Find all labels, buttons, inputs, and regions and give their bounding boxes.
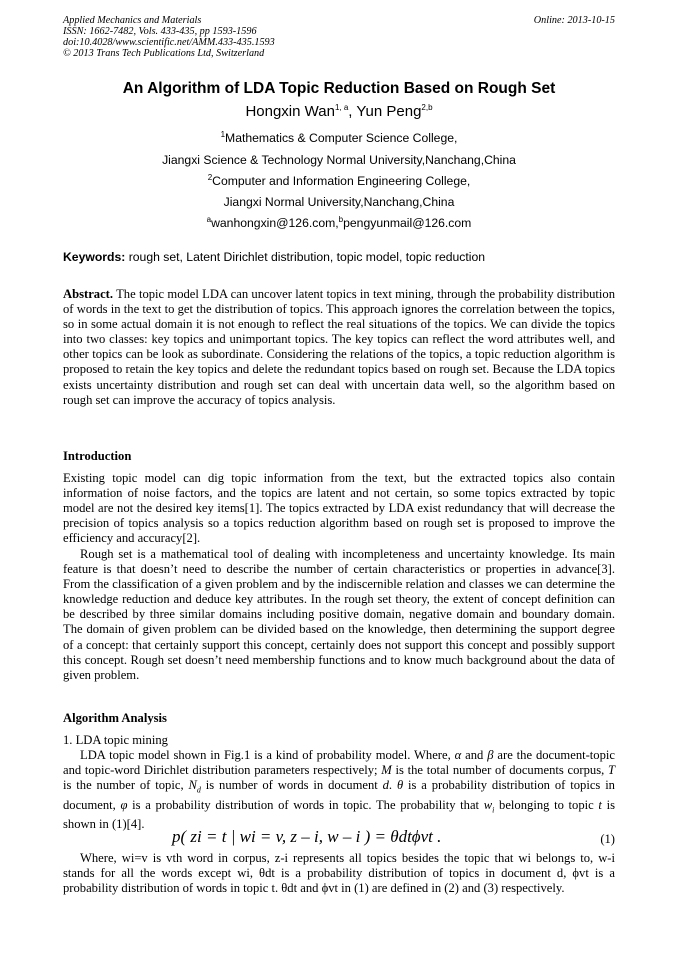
affiliation-2-line-1 xyxy=(0,174,678,188)
keywords-text: rough set, Latent Dirichlet distribution, topic model, topic reduction xyxy=(128,250,486,264)
email-b-sup: b xyxy=(338,214,344,224)
email-b: pengyunmail@126.com xyxy=(343,216,472,230)
intro-paragraph-2: Rough set is a mathematical tool of dealing with incompleteness and uncertainty knowledge. Its main feature is that doesn’t need to describe the number of certain characteristics or properties in advance[3]. From the classification of a given problem and by the indiscernible relation and classes we can determine the knowledge reduction and deduce key attributes. In the rough set theory, the extent of concept definition can be described by three similar domains including positive domain, negative domain and boundary domain. The domain of given problem can be divided based on the knowledge, then determining the support degree of a concept: that certainly support this concept, certainly does not support this concept and possibly support this concept. Rough set doesn’t need membership functions and to know much background about the data of given problem. xyxy=(63,547,615,682)
affiliation-1-line-2: Jiangxi Science & Technology Normal University,Nanchang,China xyxy=(162,153,516,167)
affiliation-2-line-2: Jiangxi Normal University,Nanchang,China xyxy=(223,195,455,209)
wi-subscript: i xyxy=(492,805,495,815)
topic-t-symbol: t xyxy=(598,797,602,812)
algorithm-paragraph-2: Where, wi=v is vth word in corpus, z-i represents all topics besides the topic that wi belongs to, w-i stands for all the words except wi, θdt is a probability distribution of topics in document d, ϕvt is a probability distribution of words in topic t. θdt and ϕvt in (1) are defined in (2) and (3) respectively. xyxy=(63,851,615,896)
aff1-sup: 1 xyxy=(220,129,226,139)
author-2-name: Yun Peng xyxy=(356,103,422,120)
p1-text-h: is a probability distribution of words in topic. The probability that xyxy=(127,797,484,812)
issn-line: ISSN: 1662-7482, Vols. 433-435, pp 1593-1596 xyxy=(63,26,257,37)
p1-text-a: LDA topic model shown in Fig.1 is a kind of probability model. Where, xyxy=(80,748,455,762)
p1-text-c: is the total number of documents corpus, xyxy=(391,763,608,778)
p1-text-b: are the document-topic and topic-word Dirichlet distribution parameters respectively; xyxy=(63,748,615,778)
email-a: wanhongxin@126.com, xyxy=(211,216,339,230)
subsection-lda: 1. LDA topic mining xyxy=(63,733,168,747)
d-symbol: d xyxy=(382,778,389,793)
aff2-line1-text: Computer and Information Engineering College, xyxy=(212,174,471,188)
author-1-sup: 1, a xyxy=(334,103,349,112)
author-separator: , xyxy=(348,103,357,120)
phi-symbol: φ xyxy=(120,797,128,812)
abstract xyxy=(63,287,615,408)
author-line xyxy=(0,103,678,120)
theta-symbol: θ xyxy=(396,778,404,793)
online-date: Online: 2013-10-15 xyxy=(533,15,615,26)
keywords-label: Keywords: xyxy=(63,250,126,264)
equation-1-number: (1) xyxy=(600,832,615,846)
algorithm-paragraph-1 xyxy=(63,748,615,833)
aff2-sup: 2 xyxy=(207,172,213,182)
equation-1: p( zi = t | wi = v, z – i, w – i ) = θdtϕvt . xyxy=(172,827,442,846)
affiliation-1-line-1 xyxy=(0,131,678,145)
p1-text-e: is number of words in document xyxy=(200,778,383,793)
alpha-symbol: α xyxy=(454,748,462,762)
wi-symbol: w xyxy=(483,797,493,812)
abstract-text: The topic model LDA can uncover latent topics in text mining, through the probability distribution of words in the text to get the distribution of topics. This approach ignores the correlation between the topics, so in some actual domain it is not enough to reflect the real situations of the topics. We can divide the topics into two classes: key topics and unimportant topics. The key topics can reflect the word attributes well, and other topics can be look as subordinate. Considering the relations of the topics, a topic reduction algorithm is proposed to retain the key topics and delete the redundant topics based on rough set. Because the LDA topics exists uncertainty distribution and rough set can deal with uncertain data well, so the algorithm based on rough set can improve the accuracy of topics analysis. xyxy=(63,287,615,407)
t-symbol: T xyxy=(607,763,615,778)
abstract-label: Abstract. xyxy=(63,287,114,301)
nd-subscript: d xyxy=(196,785,201,795)
email-a-sup: a xyxy=(206,214,212,224)
doi-line: doi:10.4028/www.scientific.net/AMM.433-435.1593 xyxy=(63,37,275,48)
p1-text-j: is shown in (1)[4]. xyxy=(63,797,615,832)
p1-text-d: is the number of topic, xyxy=(63,778,189,793)
email-line xyxy=(0,216,678,230)
keywords xyxy=(63,250,485,264)
journal-name: Applied Mechanics and Materials xyxy=(63,15,202,26)
copyright-line: © 2013 Trans Tech Publications Ltd, Switzerland xyxy=(63,48,265,59)
author-1-name: Hongxin Wan xyxy=(245,103,335,120)
p1-text-i: belonging to topic xyxy=(494,797,599,812)
paper-title: An Algorithm of LDA Topic Reduction Based on Rough Set xyxy=(122,80,556,97)
beta-symbol: β xyxy=(487,748,494,762)
p1-and: and xyxy=(461,748,488,762)
p1-text-g: is a probability distribution of topics in document, xyxy=(63,778,615,812)
m-symbol: M xyxy=(381,763,392,778)
algorithm-heading: Algorithm Analysis xyxy=(63,711,167,725)
p1-text-f: . xyxy=(388,778,397,793)
intro-paragraph-1: Existing topic model can dig topic information from the text, but the extracted topics also contain information of noise factors, and the topics are latent and not certain, so some topics extracted by topic model are not the desired key items[1]. The topics extracted by LDA exist redundancy that will decrease the precision of topics analysis so a topics reduction algorithm based on rough set is proposed to improve the efficiency and accuracy[2]. xyxy=(63,471,615,546)
author-2-sup: 2,b xyxy=(421,103,433,112)
introduction-heading: Introduction xyxy=(63,449,132,463)
aff1-line1-text: Mathematics & Computer Science College, xyxy=(225,131,458,145)
nd-symbol: N xyxy=(188,778,197,793)
